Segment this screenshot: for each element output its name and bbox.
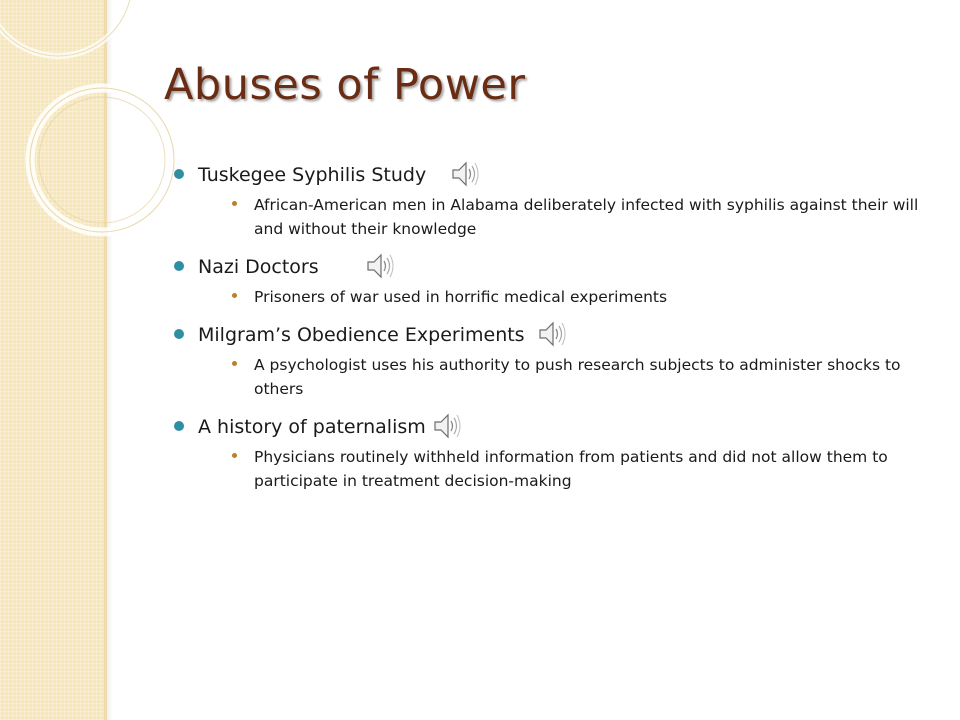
decorative-ring-top	[0, 0, 132, 56]
decorative-ring-large-inner	[39, 97, 165, 223]
bullet-dot	[174, 261, 184, 271]
sub-bullet-dot	[232, 453, 237, 458]
bullet-heading-text: A history of paternalism	[198, 416, 426, 438]
decorative-ring-large	[30, 88, 174, 232]
speaker-icon[interactable]	[537, 320, 567, 348]
list-item	[172, 319, 932, 401]
speaker-icon[interactable]	[365, 252, 395, 280]
speaker-icon[interactable]	[432, 412, 462, 440]
bullet-heading	[172, 319, 932, 351]
bullet-list	[172, 159, 932, 493]
bullet-detail-text: Physicians routinely withheld information from patients and did not allow them to participate in treatment decision-making	[254, 448, 888, 490]
bullet-detail	[172, 445, 932, 493]
speaker-icon[interactable]	[450, 160, 480, 188]
bullet-heading	[172, 411, 932, 443]
bullet-detail	[172, 193, 932, 241]
bullet-heading-text: Tuskegee Syphilis Study	[198, 164, 427, 186]
bullet-heading-text: Nazi Doctors	[198, 256, 319, 278]
list-item	[172, 411, 932, 493]
sub-bullet-dot	[232, 293, 237, 298]
bullet-detail-text: African-American men in Alabama deliberately infected with syphilis against their will and without their knowledge	[254, 196, 919, 238]
sub-bullet-dot	[232, 361, 237, 366]
list-item	[172, 251, 932, 309]
bullet-dot	[174, 329, 184, 339]
bullet-detail	[172, 285, 932, 309]
list-item	[172, 159, 932, 241]
bullet-detail-text: Prisoners of war used in horrific medical experiments	[254, 288, 668, 306]
bullet-detail	[172, 353, 932, 401]
bullet-detail-text: A psychologist uses his authority to push research subjects to administer shocks to others	[254, 356, 901, 398]
bullet-dot	[174, 421, 184, 431]
bullet-dot	[174, 169, 184, 179]
sub-bullet-dot	[232, 201, 237, 206]
bullet-heading	[172, 251, 932, 283]
slide-title: Abuses of Power	[164, 60, 526, 110]
bullet-heading-text: Milgram’s Obedience Experiments	[198, 324, 525, 346]
bullet-heading	[172, 159, 932, 191]
